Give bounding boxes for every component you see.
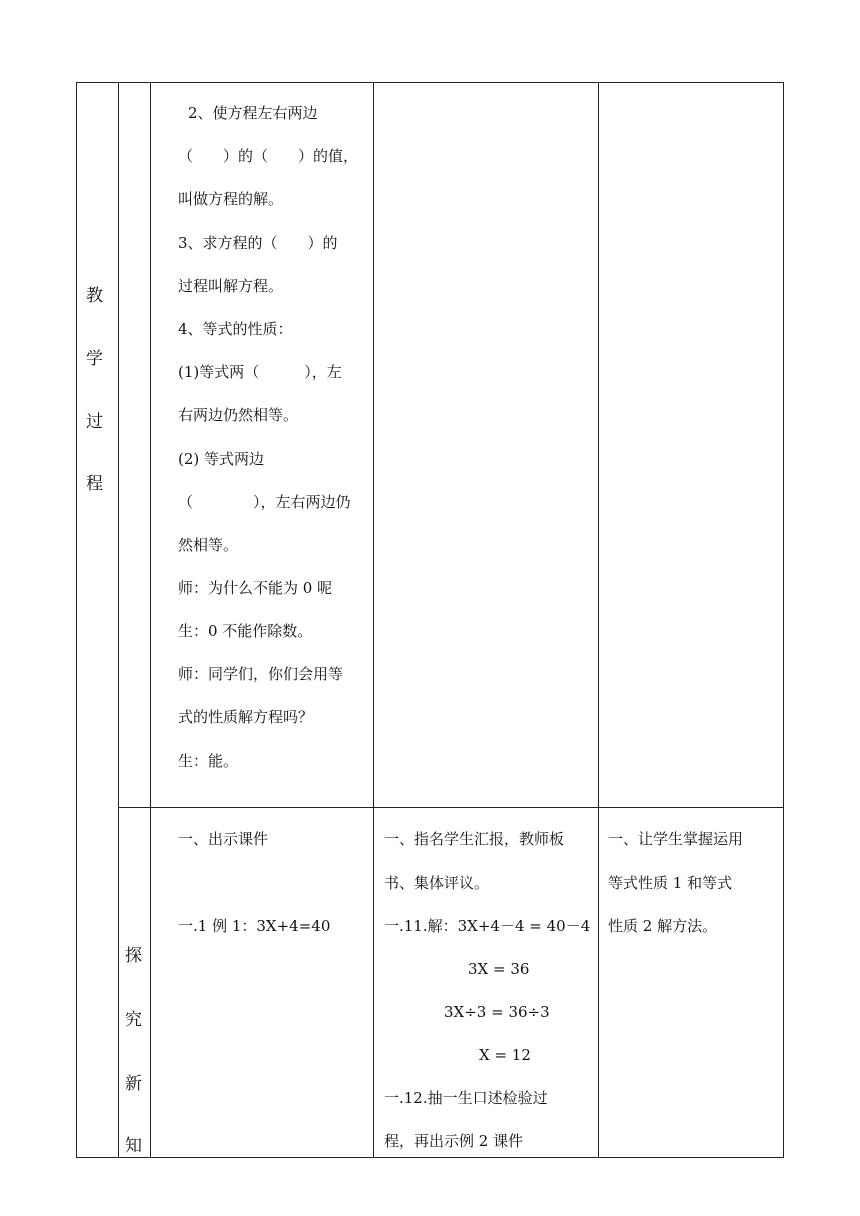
row-divider [118, 807, 784, 808]
label-char: 过 [86, 412, 103, 432]
equation-line: 3X÷3 = 36÷3 [444, 1003, 550, 1021]
equation-line: X = 12 [479, 1046, 531, 1064]
table-bottom-border [76, 1157, 784, 1158]
content-line: 过程叫解方程。 [178, 277, 284, 295]
col-divider-4 [598, 82, 599, 1158]
col-divider-3 [373, 82, 374, 1158]
content-line: 一.11.解：3X+4－4 = 40－4 [384, 917, 591, 935]
equation-line: 3X = 36 [468, 960, 530, 978]
content-line: 式的性质解方程吗？ [178, 708, 314, 726]
content-line: （ ），左右两边仍 [178, 493, 351, 511]
label-char: 探 [125, 946, 142, 966]
label-char: 知 [125, 1136, 142, 1156]
content-line: 生：0 不能作除数。 [178, 622, 313, 640]
content-line: 一.12.抽一生口述检验过 [384, 1089, 548, 1107]
content-line: 师：为什么不能为 0 呢 [178, 579, 333, 597]
content-line: 3、求方程的（ ）的 [178, 234, 338, 252]
label-char: 教 [86, 286, 103, 306]
content-line: 然相等。 [178, 536, 239, 554]
example-1: 一.1 例 1：3X+4=40 [178, 917, 331, 935]
label-char: 新 [125, 1074, 142, 1094]
content-line: 4、等式的性质： [178, 320, 293, 338]
content-line: 书、集体评议。 [384, 874, 490, 892]
content-line: 师：同学们，你们会用等 [178, 665, 344, 683]
content-line: (2) 等式两边 [178, 450, 265, 468]
content-line: 性质 2 解方法。 [608, 917, 718, 935]
content-line: 右两边仍然相等。 [178, 406, 299, 424]
table-left-border [76, 82, 77, 1158]
content-line: 程，再出示例 2 课件 [384, 1132, 524, 1150]
content-line: 等式性质 1 和等式 [608, 874, 733, 892]
content-line: （ ）的（ ）的值， [178, 147, 359, 165]
label-char: 学 [86, 349, 103, 369]
table-right-border [783, 82, 784, 1158]
content-line: (1)等式两（ ），左 [178, 363, 342, 381]
content-line: 叫做方程的解。 [178, 190, 284, 208]
courseware-title: 一、出示课件 [178, 830, 269, 848]
col-divider-1 [118, 82, 119, 1158]
content-line: 一、指名学生汇报，教师板 [384, 830, 565, 848]
col-divider-2 [150, 82, 151, 1158]
table-top-border [76, 82, 784, 83]
content-line: 生：能。 [178, 752, 239, 770]
label-char: 究 [125, 1010, 142, 1030]
content-line: 一、让学生掌握运用 [608, 830, 744, 848]
label-char: 程 [86, 474, 103, 494]
content-line: 2、使方程左右两边 [188, 104, 318, 122]
